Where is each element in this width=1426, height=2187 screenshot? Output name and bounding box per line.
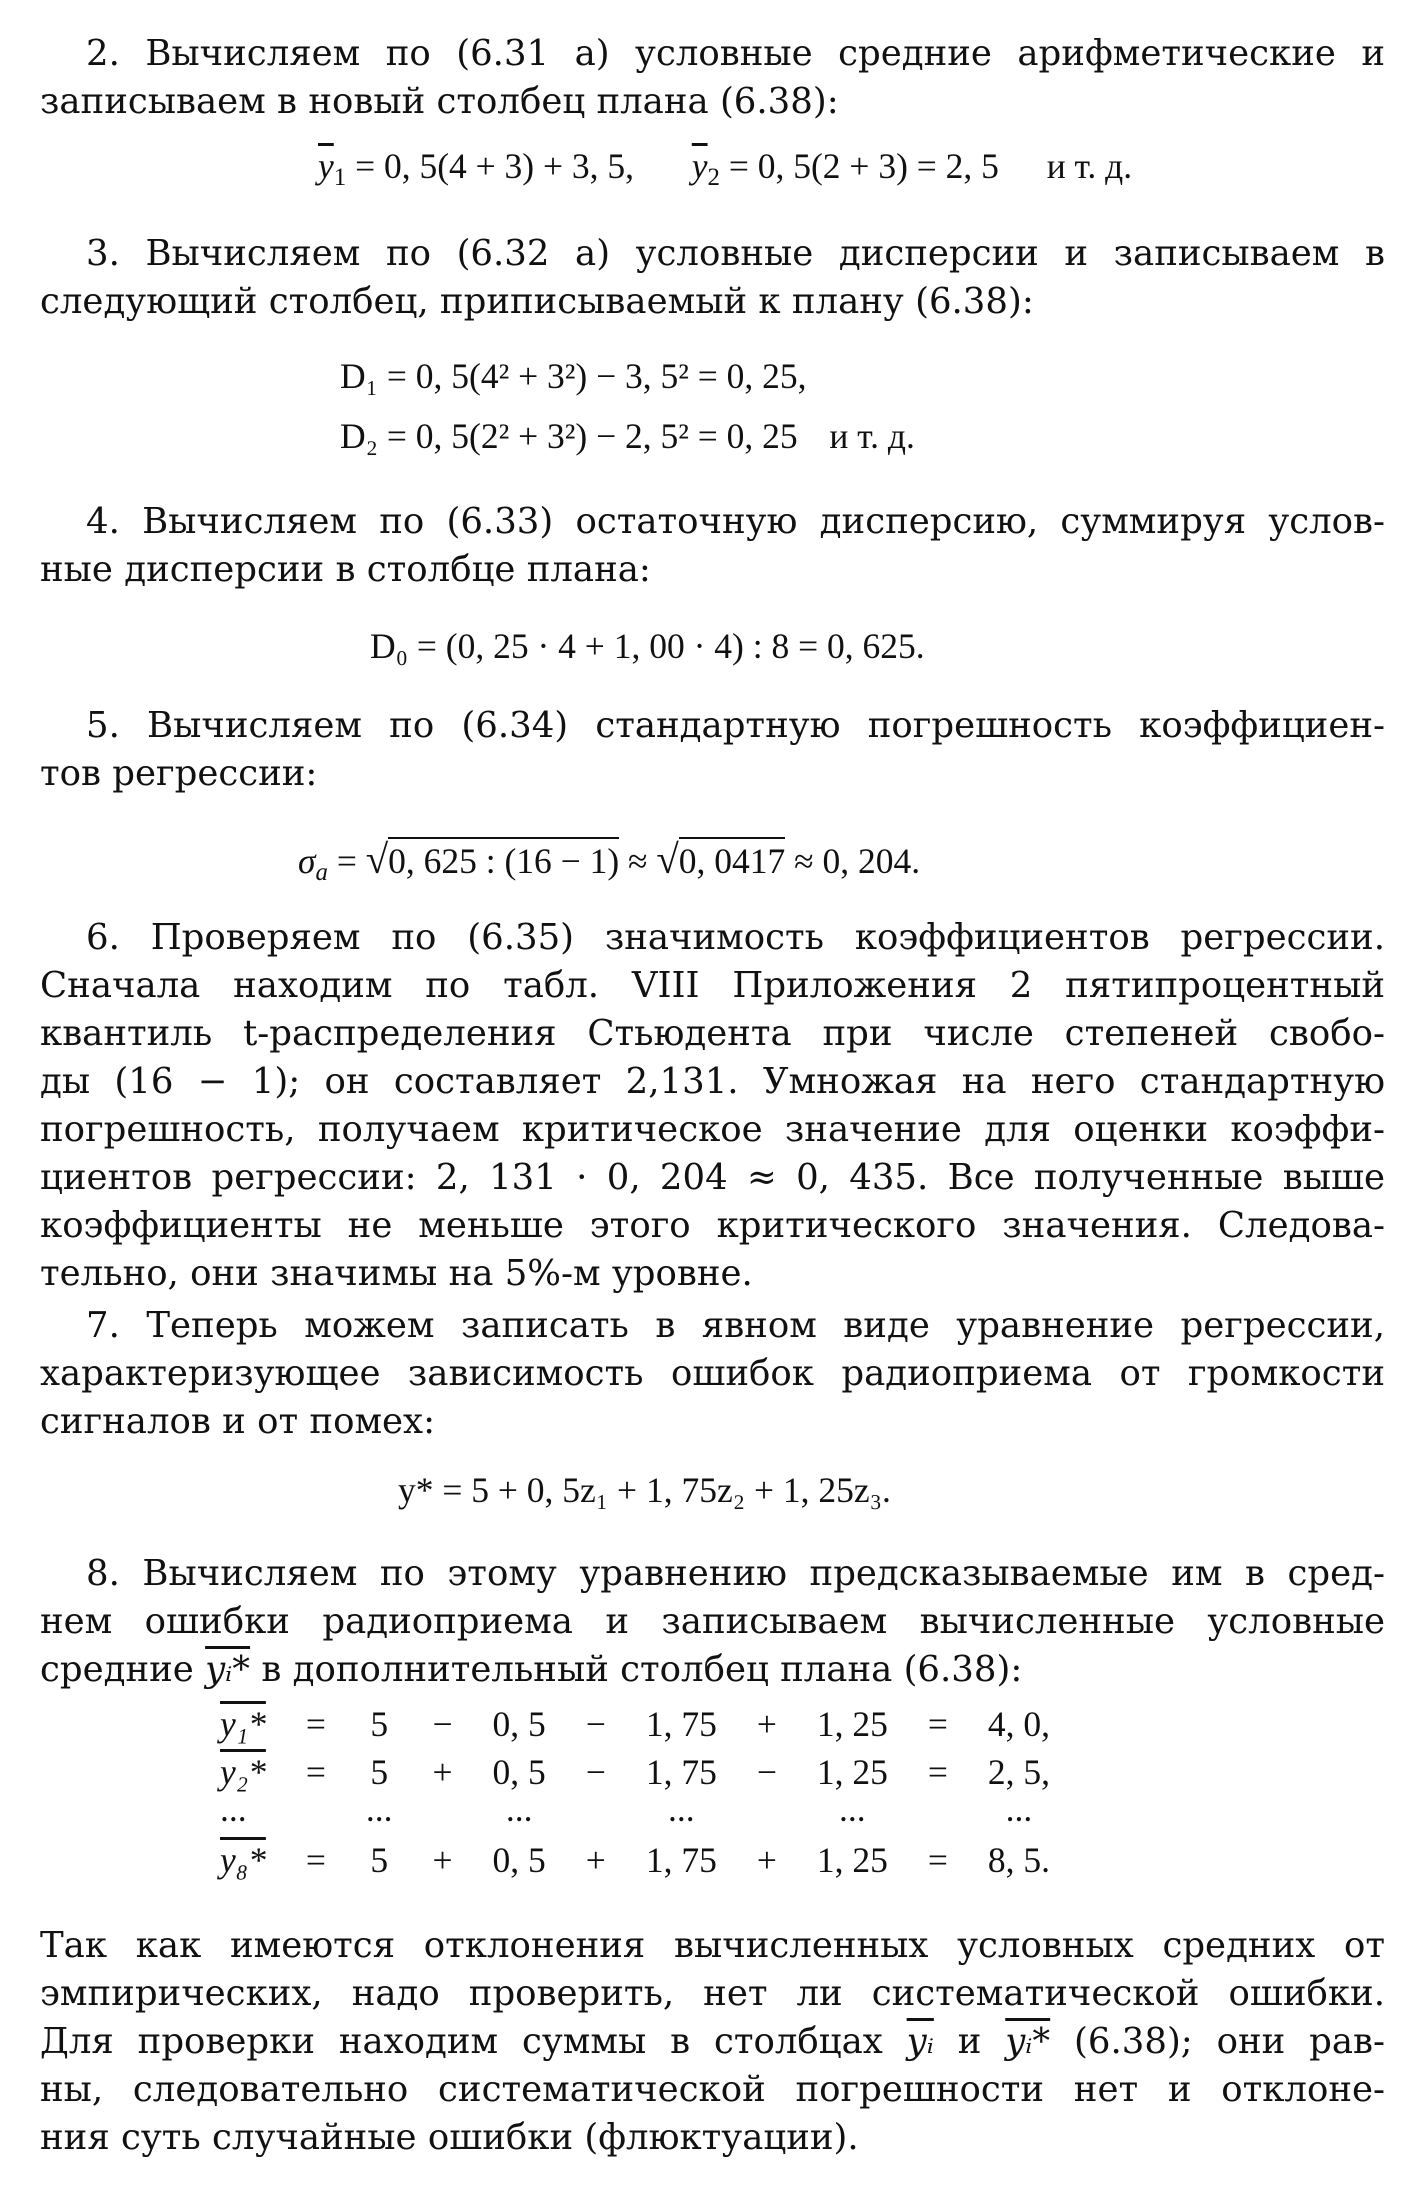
table-cell: +	[432, 1752, 453, 1792]
table-cell: =	[927, 1704, 948, 1744]
closing-line3	[40, 2018, 1385, 2066]
table-cell: 0, 5	[492, 1840, 546, 1880]
step6-line4: ды (16 − 1); он составляет 2,131. Умножая на него стандартную	[40, 1061, 1385, 1102]
table-row	[200, 1700, 1070, 1748]
formula-dispersion-1: D₁ = 0, 5(4² + 3²) − 3, 5² = 0, 25,	[340, 356, 807, 396]
step6-line2: Сначала находим по табл. VIII Приложения 2 пятипроцентный	[40, 965, 1385, 1006]
table-cell: 1, 25	[816, 1840, 888, 1880]
step7-line1: 7. Теперь можем записать в явном виде уравнение регрессии,	[86, 1305, 1385, 1346]
table-cell: =	[305, 1840, 326, 1880]
step5-line1: 5. Вычисляем по (6.34) стандартную погрешность коэффициен-	[86, 705, 1385, 746]
step5-line2: тов регрессии:	[40, 753, 318, 794]
table-cell: 1, 75	[645, 1704, 717, 1744]
table-cell: 1, 25	[816, 1752, 888, 1792]
step6-line6: циентов регрессии: 2, 131 · 0, 204 ≈ 0, 435. Все полученные выше	[40, 1157, 1385, 1198]
formula-conditional-means: $\overline{y}_1 = 0$, 5(4 + 3) + 3, 5, $\overline{y}_2 = 0$, 5(2 + 3) = 2, 5 и т. д.	[318, 146, 1133, 191]
table-row	[200, 1796, 1070, 1836]
table-cell: 0, 5	[492, 1752, 546, 1792]
table-cell: ...	[839, 1789, 866, 1829]
approx-sign-1: ≈	[619, 841, 657, 881]
yi-symbol: $\overline{yᵢ}$	[906, 2021, 934, 2062]
step6-line7: коэффициенты не меньше этого критического значения. Следова-	[40, 1205, 1385, 1246]
table-cell: −	[585, 1752, 606, 1792]
step6-line5: погрешность, получаем критическое значение для оценки коэффи-	[40, 1109, 1385, 1150]
table-cell: 4, 0,	[987, 1704, 1051, 1744]
formula-standard-error: $\sigma_a = √0$, 625 : (16 − 1) ≈ √0, 0417 ≈ 0, 204.	[298, 837, 921, 886]
y2-rhs: = 0, 5(2 + 3) = 2, 5	[719, 146, 999, 186]
yi-star-symbol: yᵢ*	[1005, 2021, 1051, 2062]
table-cell	[737, 1796, 797, 1836]
table-cell: y₁*	[220, 1704, 266, 1744]
table-row	[200, 1836, 1070, 1884]
formula-residual-dispersion: D₀ = (0, 25 · 4 + 1, 00 · 4) : 8 = 0, 625.	[370, 626, 925, 666]
table-cell	[908, 1796, 968, 1836]
step8-line3-end: в дополнительный столбец плана (6.38):	[261, 1649, 1023, 1690]
closing-line3-and: и	[957, 2021, 982, 2062]
table-cell: ...	[1005, 1789, 1033, 1829]
table-cell: y₂*	[220, 1752, 266, 1792]
closing-line3-start: Для проверки находим суммы в столбцах	[40, 2021, 883, 2062]
table-cell	[566, 1796, 626, 1836]
table-cell	[286, 1796, 346, 1836]
table-cell: ...	[668, 1789, 695, 1829]
dispersion-2-expr: D₂ = 0, 5(2² + 3²) − 2, 5² = 0, 25	[340, 416, 798, 456]
closing-line3-end: (6.38); они рав-	[1074, 2021, 1386, 2062]
step2-line1: 2. Вычисляем по (6.31 а) условные средние арифметические и	[86, 33, 1385, 74]
step4-line1: 4. Вычисляем по (6.33) остаточную дисперсию, суммируя услов-	[86, 501, 1385, 542]
table-cell: −	[585, 1704, 606, 1744]
table-cell: −	[756, 1752, 777, 1792]
closing-line4: ны, следовательно систематической погрешности нет и отклоне-	[40, 2069, 1385, 2110]
table-cell: y₈*	[220, 1840, 266, 1880]
yi-star-symbol: yᵢ*	[205, 1649, 251, 1690]
table-cell: ...	[220, 1789, 247, 1829]
table-cell: +	[585, 1840, 606, 1880]
table-cell	[413, 1796, 473, 1836]
step3-line2: следующий столбец, приписываемый к плану (6.38):	[40, 281, 1034, 322]
table-cell: 5	[370, 1704, 389, 1744]
formula1-tail: и т. д.	[1046, 146, 1133, 186]
table-cell: 2, 5,	[987, 1752, 1051, 1792]
table-cell: 5	[370, 1752, 389, 1792]
table-cell: =	[927, 1840, 948, 1880]
step7-line3: сигналов и от помех:	[40, 1401, 436, 1442]
table-cell: =	[927, 1752, 948, 1792]
table-cell: 1, 25	[816, 1704, 888, 1744]
step3-line1: 3. Вычисляем по (6.32 а) условные дисперсии и записываем в	[86, 233, 1385, 274]
table-row	[200, 1748, 1070, 1796]
root-expression-1: 0, 625 : (16 − 1)	[388, 837, 619, 881]
equals-sign: =	[327, 841, 366, 881]
formula-dispersion-2	[340, 412, 915, 460]
sigma-symbol: σ	[298, 841, 316, 881]
y1-rhs: = 0, 5(4 + 3) + 3, 5,	[346, 146, 635, 186]
closing-line2: эмпирических, надо проверить, нет ли систематической ошибки.	[40, 1973, 1385, 2014]
step8-line3-start: средние	[40, 1649, 194, 1690]
predicted-means-table	[200, 1700, 1070, 1884]
step6-line3: квантиль t-распределения Стьюдента при числе степеней свобо-	[40, 1013, 1385, 1054]
step7-line2: характеризующее зависимость ошибок радиоприема от громкости	[40, 1353, 1385, 1394]
table-cell: 0, 5	[492, 1704, 546, 1744]
table-cell: +	[432, 1840, 453, 1880]
table-cell: 5	[370, 1840, 389, 1880]
table-cell: +	[756, 1704, 777, 1744]
y1-symbol: $\overline{y}$	[318, 146, 334, 186]
step8-line3	[40, 1646, 1385, 1694]
sigma-subscript: a	[315, 858, 328, 886]
step8-line2: нем ошибки радиоприема и записываем вычисленные условные	[40, 1601, 1385, 1642]
closing-line5: ния суть случайные ошибки (флюктуации).	[40, 2117, 859, 2158]
approx-result: ≈ 0, 204.	[785, 841, 921, 881]
root-expression-2: 0, 0417	[679, 837, 786, 881]
table-cell: 8, 5.	[987, 1840, 1051, 1880]
formula2-tail: и т. д.	[829, 416, 915, 456]
table-cell: ...	[365, 1789, 393, 1829]
closing-line1: Так как имеются отклонения вычисленных условных средних от	[40, 1925, 1385, 1966]
table-cell: =	[305, 1752, 326, 1792]
y2-symbol: $\overline{y}$	[691, 146, 708, 186]
step4-line2: ные дисперсии в столбце плана:	[40, 549, 651, 590]
table-cell: +	[756, 1840, 777, 1880]
table-cell: 1, 75	[645, 1752, 717, 1792]
formula-regression-equation: y* = 5 + 0, 5z₁ + 1, 75z₂ + 1, 25z₃.	[398, 1470, 891, 1510]
step6-line8: тельно, они значимы на 5%-м уровне.	[40, 1253, 753, 1294]
table-cell: ...	[505, 1789, 533, 1829]
table-cell: −	[432, 1704, 453, 1744]
step8-line1: 8. Вычисляем по этому уравнению предсказываемые им в сред-	[86, 1553, 1385, 1594]
step6-line1: 6. Проверяем по (6.35) значимость коэффициентов регрессии.	[86, 917, 1385, 958]
step2-line2: записываем в новый столбец плана (6.38):	[40, 81, 839, 122]
table-cell: 1, 75	[645, 1840, 717, 1880]
table-cell: =	[305, 1704, 326, 1744]
